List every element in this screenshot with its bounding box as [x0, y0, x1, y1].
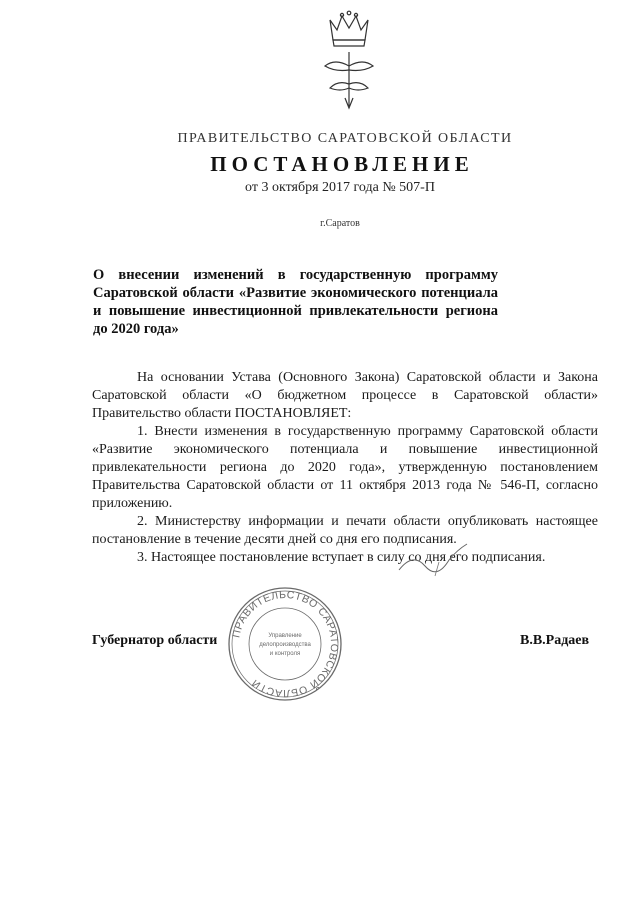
body-item-1: 1. Внести изменения в государственную программу Саратовской области «Развитие экономического потенциала и повышение инвестиционной привлекательности региона до 2020 года», утвержденную постановлением Правительства Саратовской области от 11 октября 2013 года № 546-П, согласно приложению. [92, 424, 598, 511]
saratov-emblem-icon [318, 8, 380, 114]
document-type: ПОСТАНОВЛЕНИЕ [210, 152, 474, 176]
handwritten-mark-icon [395, 540, 475, 580]
document-subject: О внесении изменений в государственную программу Саратовской области «Развитие экономического потенциала и повышение инвестиционной привлекательности региона до 2020 года» [93, 267, 498, 337]
government-name: ПРАВИТЕЛЬСТВО САРАТОВСКОЙ ОБЛАСТИ [177, 131, 513, 146]
body-item-3: 3. Настоящее постановление вступает в силу со дня его подписания. [137, 550, 546, 565]
document-date-number: от 3 октября 2017 года № 507-П [245, 180, 435, 195]
signature-name: В.В.Радаев [520, 633, 590, 648]
body-item-2: 2. Министерству информации и печати области опубликовать настоящее постановление в течение десяти дней со дня его подписания. [92, 514, 598, 547]
official-seal-icon [226, 585, 344, 703]
body-intro: На основании Устава (Основного Закона) Саратовской области и Закона Саратовской области «О бюджетном процессе в Саратовской области» Правительство области ПОСТАНОВЛЯЕТ: [92, 370, 598, 421]
svg-text:Управление: Управление [268, 633, 302, 639]
svg-text:делопроизводства: делопроизводства [259, 642, 311, 648]
svg-text:ПРАВИТЕЛЬСТВО САРАТОВСКОЙ ОБЛА: ПРАВИТЕЛЬСТВО САРАТОВСКОЙ ОБЛАСТИ [230, 588, 341, 700]
document-body [92, 369, 598, 567]
document-city: г.Саратов [320, 218, 360, 229]
signature-role: Губернатор области [92, 633, 218, 648]
svg-text:и контроля: и контроля [269, 651, 301, 657]
